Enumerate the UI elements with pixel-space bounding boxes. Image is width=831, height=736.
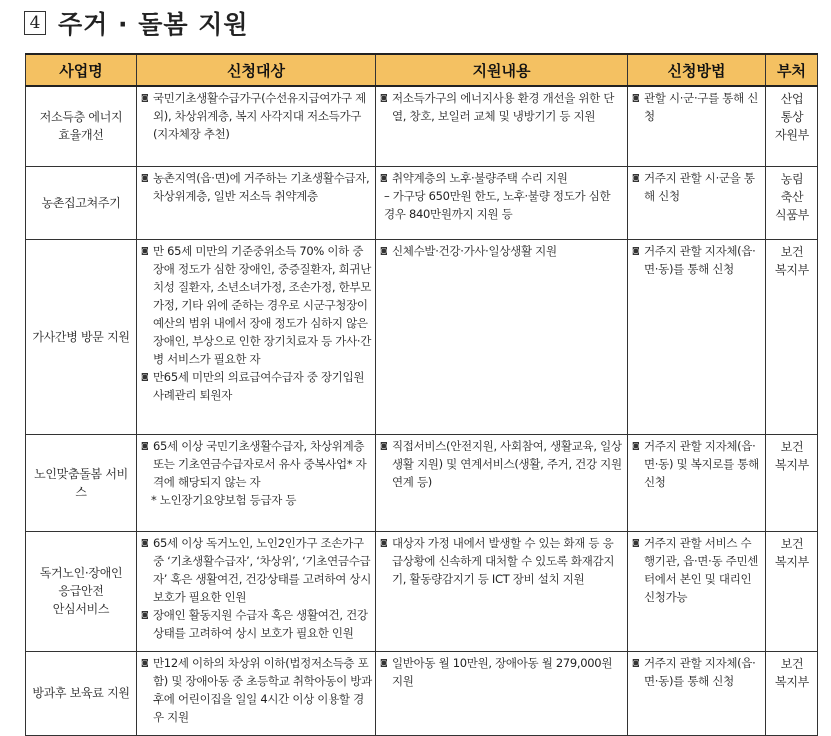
support-cell <box>376 434 628 531</box>
target-cell <box>137 651 376 735</box>
target-item: 65세 이상 국민기초생활수급자, 차상위계층 또는 기초연금수급자로서 유사 중복사업* 자격에 해당되지 않는 자 <box>153 438 367 489</box>
target-cell <box>137 434 376 531</box>
target-item: 만 65세 미만의 기준중위소득 70% 이하 중 장애 정도가 심한 장애인, 중증질환자, 희귀난치성 질환자, 소년소녀가정, 조손가정, 한부모 가정, 기타 위에 준하는 경우로 시군구청장이 예산의 범위 내에서 장애 정도가 심하지 않은 장애인, 부상으로 인한 장기치료자 등 가사·간병 서비스가 필요한 자 <box>153 243 372 366</box>
method-cell <box>628 651 766 735</box>
bullet-icon: ◙ <box>141 371 149 381</box>
support-item: 취약계층의 노후·불량주택 수리 지원 <box>392 170 568 185</box>
method-item: 거주지 관할 서비스 수행기관, 읍·면·동 주민센터에서 본인 및 대리인 신청가능 <box>644 535 759 604</box>
department: 보건 복지부 <box>766 531 818 651</box>
bullet-icon: ◙ <box>141 172 149 182</box>
support-cell <box>376 531 628 651</box>
program-name: 방과후 보육료 지원 <box>26 651 137 735</box>
table-header-row <box>26 54 818 86</box>
method-cell <box>628 434 766 531</box>
bullet-icon: ◙ <box>632 245 640 255</box>
department: 보건 복지부 <box>766 434 818 531</box>
bullet-icon: ◙ <box>380 93 388 102</box>
support-cell <box>376 86 628 166</box>
bullet-icon: ◙ <box>380 172 388 182</box>
support-item: 신체수발·건강·가사·일상생활 지원 <box>392 243 557 258</box>
target-item: 농촌지역(읍·면)에 거주하는 기초생활수급자, 차상위계층, 일반 저소득 취약계층 <box>153 170 370 203</box>
bullet-icon: ◙ <box>141 609 149 619</box>
support-item: 대상자 가정 내에서 발생할 수 있는 화재 등 응급상황에 신속하게 대처할 수 있도록 화재감지기, 활동량감지기 등 ICT 장비 설치 지원 <box>392 535 615 586</box>
header-target: 신청대상 <box>137 54 376 86</box>
support-item: 일반아동 월 10만원, 장애아동 월 279,000원 지원 <box>392 655 613 688</box>
method-item: 거주지 관할 지자체(읍·면·동) 및 복지로를 통해 신청 <box>644 438 759 489</box>
header-method: 신청방법 <box>628 54 766 86</box>
bullet-icon: ◙ <box>380 657 388 667</box>
method-cell <box>628 166 766 239</box>
bullet-icon: ◙ <box>141 245 149 255</box>
target-cell <box>137 531 376 651</box>
department: 농림 축산 식품부 <box>766 166 818 239</box>
target-item: 65세 이상 독거노인, 노인2인가구 조손가구 중 ‘기초생활수급자’, ‘차상위’, ‘기초연금수급자’ 혹은 생활여건, 건강상태를 고려하여 상시 보호가 필요한 인원 <box>153 535 372 604</box>
program-name: 노인맞춤돌봄 서비스 <box>26 434 137 531</box>
header-program-name: 사업명 <box>26 54 137 86</box>
bullet-icon: ◙ <box>632 440 640 450</box>
method-item: 거주지 관할 지자체(읍·면·동)를 통해 신청 <box>644 655 756 688</box>
table-row <box>26 166 818 239</box>
target-item: 장애인 활동지원 수급자 혹은 생활여건, 건강상태를 고려하여 상시 보호가 필요한 인원 <box>153 607 368 640</box>
bullet-icon: ◙ <box>380 245 388 255</box>
department: 보건 복지부 <box>766 651 818 735</box>
method-cell <box>628 239 766 434</box>
method-item: 관할 시·군·구를 통해 신청 <box>644 91 759 123</box>
bullet-icon: ◙ <box>632 657 640 667</box>
support-item: 직접서비스(안전지원, 사회참여, 생활교육, 일상생활 지원) 및 연계서비스(생활, 주거, 건강 지원 연계 등) <box>392 438 622 489</box>
target-cell <box>137 86 376 166</box>
method-cell <box>628 86 766 166</box>
support-cell <box>376 651 628 735</box>
table-row <box>26 651 818 735</box>
bullet-icon: ◙ <box>632 537 640 547</box>
table-row <box>26 531 818 651</box>
bullet-icon: ◙ <box>141 657 149 667</box>
target-item: 만65세 미만의 의료급여수급자 중 장기입원 사례관리 퇴원자 <box>153 369 365 402</box>
program-name: 가사간병 방문 지원 <box>26 239 137 434</box>
method-cell <box>628 531 766 651</box>
bullet-icon: ◙ <box>632 93 640 102</box>
table-row <box>26 239 818 434</box>
header-support: 지원내용 <box>376 54 628 86</box>
target-note: * 노인장기요양보험 등급자 등 <box>151 492 297 507</box>
bullet-icon: ◙ <box>380 537 388 547</box>
method-item: 거주지 관할 시·군을 통해 신청 <box>644 170 755 203</box>
target-item: 만12세 이하의 차상위 이하(법정저소득층 포함) 및 장애아동 중 초등학교 취학아동이 방과후에 어린이집을 일일 4시간 이상 이용할 경우 지원 <box>153 655 372 724</box>
table-row <box>26 434 818 531</box>
bullet-icon: ◙ <box>632 172 640 182</box>
header-department: 부처 <box>766 54 818 86</box>
target-item: 국민기초생활수급가구(수선유지급여가구 제외), 차상위계층, 복지 사각지대 저소득가구(지자체장 추천) <box>153 91 366 141</box>
department: 산업 통상 자원부 <box>766 86 818 166</box>
support-item: 저소득가구의 에너지사용 환경 개선을 위한 단열, 창호, 보일러 교체 및 냉방기기 등 지원 <box>392 91 615 123</box>
department: 보건 복지부 <box>766 239 818 434</box>
bullet-icon: ◙ <box>141 537 149 547</box>
support-cell <box>376 166 628 239</box>
program-name: 저소득층 에너지 효율개선 <box>26 86 137 166</box>
target-cell <box>137 166 376 239</box>
section-heading <box>24 6 249 40</box>
bullet-icon: ◙ <box>380 440 388 450</box>
program-name: 독거노인·장애인 응급안전 안심서비스 <box>26 531 137 651</box>
target-cell <box>137 239 376 434</box>
support-cell <box>376 239 628 434</box>
program-name: 농촌집고쳐주기 <box>26 166 137 239</box>
support-subitem: – 가구당 650만원 한도, 노후·불량 정도가 심한 경우 840만원까지 지원 등 <box>384 188 611 221</box>
bullet-icon: ◙ <box>141 93 149 102</box>
section-title: 주거 · 돌봄 지원 <box>58 10 249 39</box>
method-item: 거주지 관할 지자체(읍·면·동)를 통해 신청 <box>644 243 756 276</box>
bullet-icon: ◙ <box>141 440 149 450</box>
support-programs-table <box>25 53 818 736</box>
table-row <box>26 86 818 166</box>
section-number: 4 <box>24 11 46 35</box>
